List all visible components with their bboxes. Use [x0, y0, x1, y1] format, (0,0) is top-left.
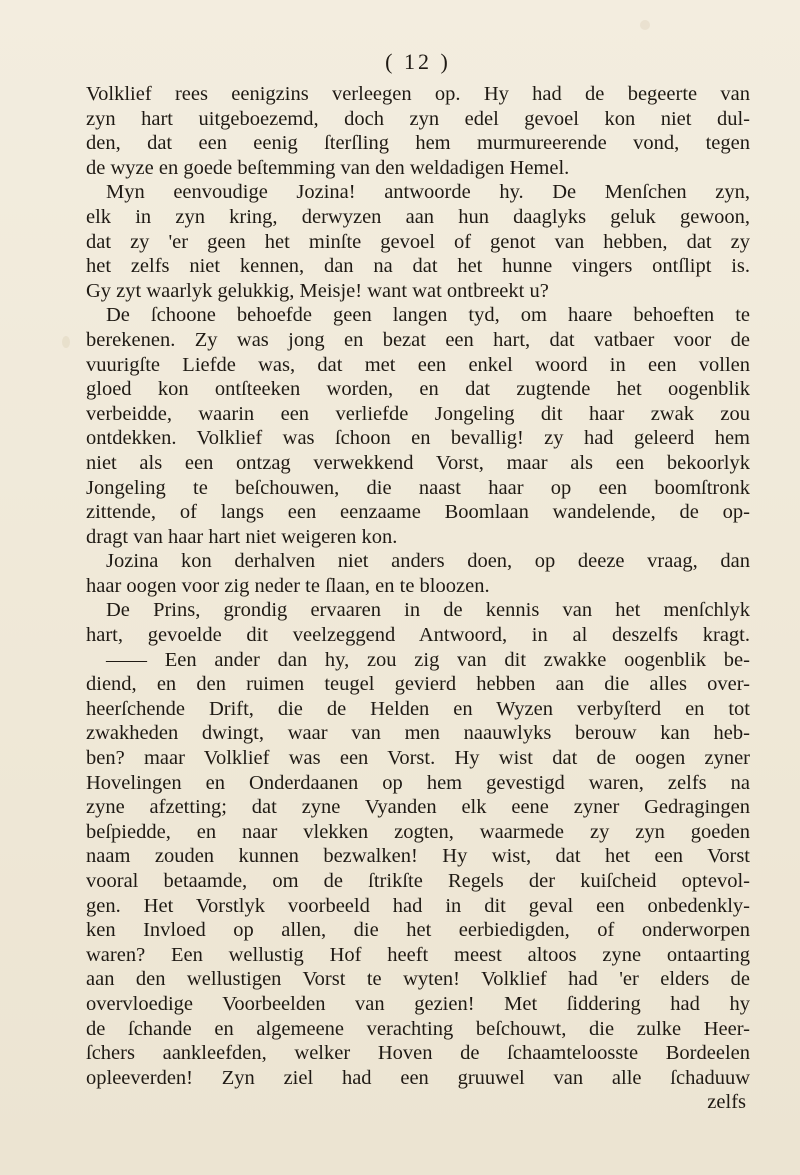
text-line: ben? maar Volklief was een Vorst. Hy wist dat de oogen zyner — [86, 747, 750, 770]
text-line: De Prins, grondig ervaaren in de kennis van het menſchlyk — [106, 599, 750, 622]
text-line: berekenen. Zy was jong en bezat een hart, dat vatbaer voor de — [86, 328, 750, 351]
text-line: Hovelingen en Onderdaanen op hem gevestigd waren, zelfs na — [86, 771, 750, 794]
text-line: vuurigſte Liefde was, dat met een enkel woord in een vollen — [86, 353, 750, 376]
text-line: naam zouden kunnen bezwalken! Hy wist, dat het een Vorst — [86, 845, 750, 868]
text-line: hart, gevoelde dit veelzeggend Antwoord, in al deszelfs kragt. — [86, 624, 750, 647]
text-line: dat zy 'er geen het minſte gevoel of genot van hebben, dat zy — [86, 230, 750, 253]
text-line: gloed kon ontſteeken worden, en dat zugtende het oogenblik — [86, 378, 750, 401]
text-line: Myn eenvoudige Jozina! antwoorde hy. De Menſchen zyn, — [106, 181, 750, 204]
text-line: beſpiedde, en naar vlekken zogten, waarmede zy zyn goeden — [86, 820, 750, 843]
text-line: zyn hart uitgeboezemd, doch zyn edel gevoel kon niet dul- — [86, 107, 750, 130]
text-line: Jongeling te beſchouwen, die naast haar op een boomſtronk — [86, 476, 750, 499]
text-line: aan den wellustigen Vorst te wyten! Volklief had 'er elders de — [86, 968, 750, 991]
text-line: niet als een ontzag verwekkend Vorst, maar als een bekoorlyk — [86, 451, 750, 474]
text-line: zwakheden dwingt, waar van men naauwlyks berouw kan heb- — [86, 722, 750, 745]
page-number: ( 12 ) — [385, 49, 451, 74]
text-line: overvloedige Voorbeelden van gezien! Met ſiddering had hy — [86, 992, 750, 1015]
text-line: Gy zyt waarlyk gelukkig, Meisje! want wat ontbreekt u? — [86, 279, 549, 302]
text-line: het zelfs niet kennen, dan na dat het hunne vingers ontſlipt is. — [86, 255, 750, 278]
text-line: vooral betaamde, om de ſtrikſte Regels der kuiſcheid optevol- — [86, 870, 750, 892]
text-line: elk in zyn kring, derwyzen aan hun daaglyks geluk gewoon, — [86, 205, 750, 228]
text-line: ontdekken. Volklief was ſchoon en bevallig! zy had geleerd hem — [86, 427, 750, 450]
text-line: ſchers aankleefden, welker Hoven de ſchaamteloosste Bordeelen — [86, 1042, 750, 1065]
text-line: Jozina kon derhalven niet anders doen, op deeze vraag, dan — [106, 550, 750, 573]
text-line: waren? Een wellustig Hof heeft meest altoos zyne ontaarting — [86, 943, 750, 966]
text-line: gen. Het Vorstlyk voorbeeld had in dit geval een onbedenkly- — [86, 894, 750, 917]
text-line: Volklief rees eenigzins verleegen op. Hy had de begeerte van — [86, 83, 750, 105]
text-line: den, dat een eenig ſterſling hem murmureerende vond, tegen — [86, 132, 750, 155]
text-line: haar oogen voor zig neder te ſlaan, en te bloozen. — [86, 574, 490, 597]
text-line: dragt van haar hart niet weigeren kon. — [86, 525, 398, 548]
text-line: zittende, of langs een eenzaame Boomlaan wandelende, de op- — [86, 501, 750, 524]
text-line: diend, en den ruimen teugel gevierd hebben aan die alles over- — [86, 673, 750, 696]
body-text — [86, 82, 750, 1090]
text-line: opleeverden! Zyn ziel had een gruuwel van alle ſchaduuw — [86, 1066, 750, 1089]
foxing-spot — [640, 20, 650, 30]
text-line: verbeidde, waarin een verliefde Jongeling dit haar zwak zou — [86, 402, 750, 425]
text-line: de ſchande en algemeene verachting beſchouwt, die zulke Heer- — [86, 1017, 750, 1040]
text-line: ken Invloed op allen, die het eerbiedigden, of onderworpen — [86, 919, 750, 942]
catchword: zelfs — [707, 1091, 746, 1114]
text-line: zyne afzetting; dat zyne Vyanden elk eene zyner Gedragingen — [86, 796, 750, 819]
text-line: De ſchoone behoefde geen langen tyd, om haare behoeften te — [106, 304, 750, 327]
foxing-spot — [62, 336, 70, 348]
text-line: heerſchende Drift, die de Helden en Wyzen verbyſterd en tot — [86, 697, 750, 720]
text-line: —— Een ander dan hy, zou zig van dit zwakke oogenblik be- — [106, 648, 750, 671]
text-line: de wyze en goede beſtemming van den weldadigen Hemel. — [86, 156, 570, 179]
